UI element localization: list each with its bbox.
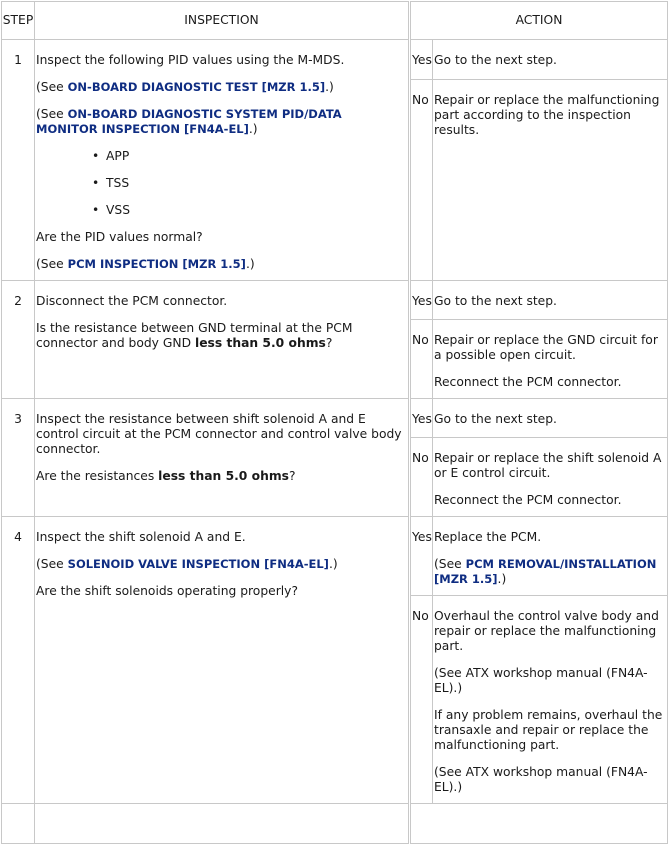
list-item: • VSS [106, 203, 404, 218]
empty-cell [2, 804, 35, 844]
step-number: 4 [2, 517, 35, 804]
inspection-cell [35, 517, 410, 804]
yes-label: Yes [410, 281, 433, 320]
yes-label: Yes [410, 399, 433, 438]
inspection-text: Inspect the resistance between shift solenoid A and E control circuit at the PCM connector and control valve body connector. [36, 412, 402, 456]
inspection-cell [35, 399, 410, 517]
header-step: STEP [2, 2, 35, 40]
table-row [2, 399, 668, 438]
no-action: Repair or replace the GND circuit for a possible open circuit. Reconnect the PCM connector. [433, 320, 668, 399]
yes-action: Replace the PCM. (See PCM REMOVAL/INSTALLATION [MZR 1.5].) [433, 517, 668, 596]
inspection-question: Are the PID values normal? [36, 230, 203, 244]
inspection-question: Are the shift solenoids operating properly? [36, 584, 298, 598]
step-number: 2 [2, 281, 35, 399]
reference-link[interactable]: PCM INSPECTION [MZR 1.5] [67, 257, 246, 271]
step-number: 1 [2, 40, 35, 281]
inspection-cell [35, 40, 410, 281]
reference-link[interactable]: ON-BOARD DIAGNOSTIC SYSTEM PID/DATA MONITOR INSPECTION [FN4A-EL] [36, 107, 342, 136]
header-action: ACTION [410, 2, 668, 40]
table-row [2, 40, 668, 80]
inspection-text: Inspect the shift solenoid A and E. [36, 530, 246, 544]
yes-label: Yes [410, 40, 433, 80]
yes-action: Go to the next step. [433, 281, 668, 320]
list-item: • APP [106, 149, 404, 164]
reference-link[interactable]: PCM REMOVAL/INSTALLATION [MZR 1.5] [434, 557, 657, 586]
see-reference: (See ON-BOARD DIAGNOSTIC TEST [MZR 1.5].) [36, 80, 334, 94]
see-reference: (See PCM INSPECTION [MZR 1.5].) [36, 257, 255, 271]
header-inspection: INSPECTION [35, 2, 410, 40]
see-reference: (See ON-BOARD DIAGNOSTIC SYSTEM PID/DATA MONITOR INSPECTION [FN4A-EL].) [36, 107, 342, 136]
pid-list [36, 149, 404, 218]
no-label: No [410, 438, 433, 517]
table-row [2, 804, 668, 844]
step-number: 3 [2, 399, 35, 517]
empty-cell [410, 804, 668, 844]
inspection-text: Disconnect the PCM connector. [36, 294, 228, 308]
troubleshooting-table [1, 1, 668, 844]
see-reference: (See PCM REMOVAL/INSTALLATION [MZR 1.5].) [434, 557, 657, 586]
inspection-cell [35, 281, 410, 399]
no-action: Repair or replace the shift solenoid A or E control circuit. Reconnect the PCM connector. [433, 438, 668, 517]
table-row [2, 281, 668, 320]
no-label: No [410, 320, 433, 399]
no-label: No [410, 80, 433, 281]
yes-label: Yes [410, 517, 433, 596]
yes-action: Go to the next step. [433, 40, 668, 80]
no-action: Overhaul the control valve body and repair or replace the malfunctioning part. (See ATX workshop manual (FN4A-EL).) If any problem remains, overhaul the transaxle and repair or replace the malfunctioning part. (See ATX workshop manual (FN4A-EL).) [433, 596, 668, 804]
reference-link[interactable]: SOLENOID VALVE INSPECTION [FN4A-EL] [67, 557, 329, 571]
no-action: Repair or replace the malfunctioning part according to the inspection results. [433, 80, 668, 281]
inspection-text: Inspect the following PID values using the M-MDS. [36, 53, 345, 67]
empty-cell [35, 804, 410, 844]
inspection-question: Are the resistances less than 5.0 ohms? [36, 469, 296, 483]
table-row [2, 517, 668, 596]
no-label: No [410, 596, 433, 804]
see-reference: (See SOLENOID VALVE INSPECTION [FN4A-EL].) [36, 557, 338, 571]
reference-link[interactable]: ON-BOARD DIAGNOSTIC TEST [MZR 1.5] [67, 80, 326, 94]
table-header-row [2, 2, 668, 40]
inspection-question: Is the resistance between GND terminal at the PCM connector and body GND less than 5.0 ohms? [36, 321, 353, 350]
yes-action: Go to the next step. [433, 399, 668, 438]
list-item: • TSS [106, 176, 404, 191]
